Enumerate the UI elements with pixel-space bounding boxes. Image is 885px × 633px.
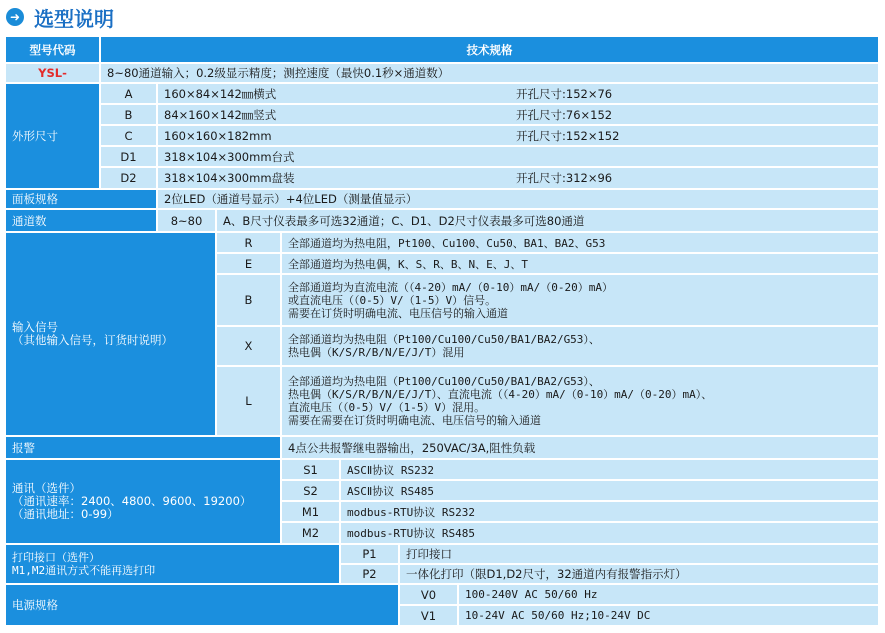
input-code-x: X — [217, 327, 280, 365]
input-desc-r: 全部通道均为热电阻，Pt100、Cu100、Cu50、BA1、BA2、G53 — [282, 233, 878, 252]
comm-code-m2: M2 — [282, 523, 339, 543]
comm-code-s1: S1 — [282, 460, 339, 479]
input-desc-x — [282, 327, 878, 365]
header-model-code: 型号代码 — [6, 37, 99, 62]
comm-speed: （通讯速率：2400、4800、9600、19200） — [12, 494, 252, 508]
input-label: 输入信号 — [12, 320, 58, 334]
input-code-b: B — [217, 275, 280, 325]
print-label: 打印接口（选件） — [12, 551, 100, 564]
input-desc-x-line: 热电偶（K/S/R/B/N/E/J/T）混用 — [288, 346, 465, 359]
shape-code-b: B — [101, 105, 156, 124]
channels-range: 8~80 — [158, 210, 215, 231]
input-code-r: R — [217, 233, 280, 252]
shape-label: 外形尺寸 — [6, 84, 99, 188]
print-code-p1: P1 — [341, 545, 398, 563]
alarm-label: 报警 — [6, 437, 280, 458]
shape-cutout-d2: 开孔尺寸:312×96 — [510, 168, 878, 188]
power-desc-v1: 10-24V AC 50/60 Hz;10-24V DC — [459, 606, 878, 625]
print-note: M1,M2通讯方式不能再选打印 — [12, 564, 156, 577]
input-desc-l-line: 全部通道均为热电阻（Pt100/Cu100/Cu50/BA1/BA2/G53）、 — [288, 375, 600, 388]
comm-label: 通讯（选件） — [12, 481, 81, 495]
model-description: 8~80通道输入；0.2级显示精度；测控速度（最快0.1秒×通道数） — [101, 64, 878, 82]
print-desc-p2: 一体化打印（限D1,D2尺寸，32通道内有报警指示灯） — [400, 565, 878, 583]
print-desc-p1: 打印接口 — [400, 545, 878, 563]
comm-address: （通讯地址：0-99） — [12, 507, 119, 521]
header-spec: 技术规格 — [101, 37, 878, 62]
shape-size-a: 160×84×142㎜横式 — [158, 84, 510, 103]
shape-cutout-c: 开孔尺寸:152×152 — [510, 126, 878, 145]
input-desc-x-line: 全部通道均为热电阻（Pt100/Cu100/Cu50/BA1/BA2/G53）、 — [288, 333, 600, 346]
shape-code-d1: D1 — [101, 147, 156, 166]
comm-label-block — [6, 460, 280, 543]
shape-cutout-a: 开孔尺寸:152×76 — [510, 84, 878, 103]
shape-code-c: C — [101, 126, 156, 145]
comm-desc-m1: modbus-RTU协议 RS232 — [341, 502, 878, 521]
channels-description: A、B尺寸仪表最多可选32通道；C、D1、D2尺寸仪表最多可选80通道 — [217, 210, 878, 231]
comm-desc-s2: ASCⅡ协议 RS485 — [341, 481, 878, 500]
comm-code-m1: M1 — [282, 502, 339, 521]
section-title — [6, 4, 114, 30]
shape-size-d1: 318×104×300mm台式 — [158, 147, 878, 166]
power-desc-v0: 100-240V AC 50/60 Hz — [459, 585, 878, 604]
arrow-right-circle-icon: ➜ — [6, 8, 24, 26]
shape-code-a: A — [101, 84, 156, 103]
input-desc-l — [282, 367, 878, 435]
model-code: YSL- — [6, 64, 99, 82]
input-desc-l-line: 热电偶（K/S/R/B/N/E/J/T）、直流电流（（4-20）mA/（0-10）mA/（0-20）mA）、 — [288, 388, 713, 401]
shape-cutout-b: 开孔尺寸:76×152 — [510, 105, 878, 124]
input-desc-e: 全部通道均为热电偶，K、S、R、B、N、E、J、T — [282, 254, 878, 273]
power-code-v1: V1 — [400, 606, 457, 625]
print-code-p2: P2 — [341, 565, 398, 583]
alarm-description: 4点公共报警继电器输出，250VAC/3A,阻性负载 — [282, 437, 878, 458]
shape-size-c: 160×160×182mm — [158, 126, 510, 145]
channels-label: 通道数 — [6, 210, 156, 231]
comm-desc-s1: ASCⅡ协议 RS232 — [341, 460, 878, 479]
input-desc-b — [282, 275, 878, 325]
shape-size-d2: 318×104×300mm盘装 — [158, 168, 510, 188]
comm-desc-m2: modbus-RTU协议 RS485 — [341, 523, 878, 543]
comm-code-s2: S2 — [282, 481, 339, 500]
page-title: 选型说明 — [34, 6, 114, 31]
panel-description: 2位LED（通道号显示）+4位LED（测量值显示） — [158, 190, 878, 208]
input-label-block — [6, 233, 215, 435]
input-desc-b-line: 全部通道均为直流电流（（4-20）mA/（0-10）mA/（0-20）mA） — [288, 280, 613, 294]
input-desc-b-line: 需要在订货时明确电流、电压信号的输入通道 — [288, 306, 508, 320]
shape-code-d2: D2 — [101, 168, 156, 188]
input-note: （其他输入信号，订货时说明） — [12, 333, 173, 347]
input-desc-l-line: 直流电压（（0-5）V/（1-5）V）混用。 — [288, 401, 486, 414]
input-code-l: L — [217, 367, 280, 435]
input-code-e: E — [217, 254, 280, 273]
power-code-v0: V0 — [400, 585, 457, 604]
input-desc-b-line: 或直流电压（（0-5）V/（1-5）V）信号。 — [288, 293, 497, 307]
shape-size-b: 84×160×142㎜竖式 — [158, 105, 510, 124]
power-label: 电源规格 — [6, 585, 398, 625]
panel-label: 面板规格 — [6, 190, 156, 208]
print-label-block — [6, 545, 339, 583]
input-desc-l-line: 需要在需要在订货时明确电流、电压信号的输入通道 — [288, 414, 541, 427]
